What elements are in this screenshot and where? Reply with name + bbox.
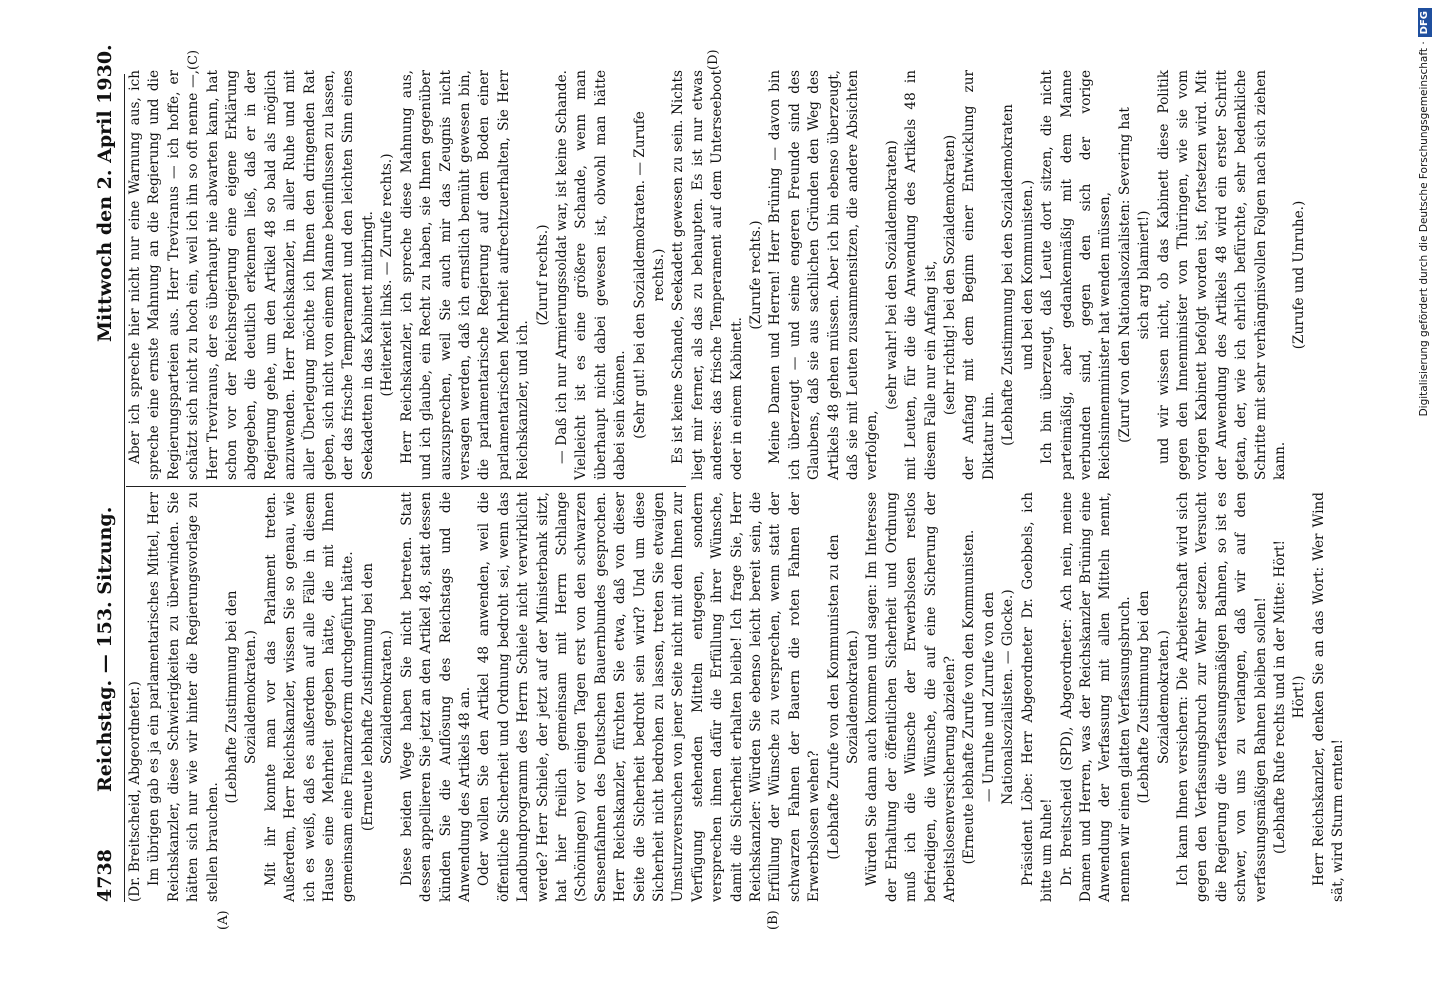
paragraph: Es ist keine Schande, Seekadett gewesen zu sein. Nichts liegt mir ferner, als das zu behaupten. Es ist nur etwas anderes: das frische Temperament auf dem Unterseeboot oder in einem Kabinett.	[670, 70, 745, 480]
margin-marker-d: (D)	[706, 49, 721, 70]
paragraph: (Lebhafte Zustimmung bei den Sozialdemokraten und bei den Kommunisten.)	[1000, 104, 1036, 446]
paragraph: Aber ich spreche hier nicht nur eine Warnung aus, ich spreche eine ernste Mahnung an die Regierung und die Regierungsparteien aus. Herr Treviranus — ich hoffe, er schätzt sich nicht zu hoch ein, weil ich ihn so oft nenne —, Herr Treviranus, der es überhaupt nie abwarten kann, hat schon vor der Reichsregierung eine eigene Erklärung abgegeben, die deutlich erkennen ließ, daß er in der Regierung gehe, um den Artikel 48 so bald als möglich anzuwenden. Herr Reichskanzler, in aller Ruhe und mit aller Überlegung möchte ich Ihnen den dringenden Rat geben, sich nicht von einem Manne beeinflussen zu lassen, der das frische Temperament und den leichten Sinn eines Seekadetten in das Kabinett mitbringt.	[127, 70, 376, 480]
paragraph: (Lebhafte Zustimmung bei den Sozialdemokraten.)	[224, 590, 260, 804]
paragraph: (Zuruf von den Nationalsozialisten: Severing hat sich arg blamiert!)	[1116, 107, 1153, 443]
paragraph: und wir wissen nicht, ob das Kabinett diese Politik gegen den Innenminister von Thüringen, wie sie vom vorigen Kabinett befolgt worden ist, fortsetzen wird. Mit der Anwendung des Artikels 48 wird ein erster Schritt getan, der, wie ich ehrlich befürchte, sehr bedenkliche Schritte mit sehr verhängnisvollen Folgen nach sich ziehen kann.	[1155, 70, 1288, 480]
paragraph: Mit ihr konnte man vor das Parlament treten. Außerdem, Herr Reichskanzler, wissen Sie so genau, wie ich es weiß, daß es außerdem auf alle Fälle in diesem Hause eine Mehrheit gegeben hätte, die mit Ihnen gemeinsam eine Finanzreform durchgeführt hätte.	[262, 492, 357, 902]
dfg-logo: DFG	[1418, 8, 1432, 37]
margin-marker-b: (B)	[766, 910, 781, 930]
margin-marker-c: (C)	[186, 49, 201, 70]
paragraph: (Lebhafte Rufe rechts und in der Mitte: Hört! Hört!)	[1271, 540, 1308, 854]
paragraph: Meine Damen und Herren! Herr Brüning — davon bin ich überzeugt — und seine engeren Freunde sind des Glaubens, daß sie aus sachlichen Gründen den Weg des Artikels 48 gehen müssen. Aber ich bin ebenso überzeugt, daß sie mit Leuten zusammensitzen, die andere Absichten verfolgen,	[767, 70, 881, 480]
paragraph: (Lebhafte Zustimmung bei den Sozialdemokraten.)	[1136, 590, 1172, 804]
paragraph: (Zurufe rechts.)	[748, 220, 764, 330]
paragraph: (Dr. Breitscheid, Abgeordneter.)	[127, 681, 143, 902]
left-column	[126, 492, 1347, 902]
page-number: 4738	[94, 849, 116, 902]
paragraph: Ich kann Ihnen versichern: Die Arbeiterschaft wird sich gegen den Verfassungsbruch zur Wehr setzen. Versucht die Regierung die verfassungsmäßigen Bahnen, so ist es schwer, von uns zu verlangen, daß wir auf den verfassungsmäßigen Bahnen bleiben sollen!	[1174, 492, 1269, 902]
credit-text: Digitalisierung gefördert durch die Deutsche Forschungsgemeinschaft ·	[1418, 41, 1430, 417]
header-title: Reichstag. — 153. Sitzung.	[94, 506, 116, 792]
paragraph: (Lebhafte Zurufe von den Kommunisten zu den Sozialdemokraten.)	[825, 534, 862, 860]
paragraph: (Zuruf rechts.)	[534, 224, 551, 326]
header-date: Mittwoch den 2. April 1930.	[94, 44, 116, 342]
paragraph: — Daß ich nur Armierungssoldat war, ist keine Schande. Vielleicht ist es eine größere Schande, wenn man überhaupt nicht dabei gewesen ist, obwohl man hätte dabei sein können.	[553, 70, 629, 480]
paragraph: (Erneute lebhafte Zurufe von den Kommunisten. — Unruhe und Zurufe von den Nationalsozialisten. — Glocke.)	[961, 529, 1017, 865]
paragraph: Ich bin überzeugt, daß Leute dort sitzen, die nicht parteimäßig, aber gedankenmäßig mit dem Manne verbunden sind, gegen den sich der vorige Reichsinnenminister hat wenden müssen,	[1039, 70, 1114, 480]
header-rule	[124, 74, 125, 902]
page-header	[88, 44, 124, 902]
paragraph: mit Leuten, für die die Anwendung des Artikels 48 in diesem Falle nur ein Anfang ist,	[903, 70, 939, 480]
rotated-page	[86, 0, 1346, 1000]
margin-marker-a: (A)	[216, 910, 231, 930]
paragraph: Herr Reichskanzler, ich spreche diese Mahnung aus, und ich glaube, ein Recht zu haben, sie Ihnen gegenüber auszusprechen, weil Sie auch mir das Zeugnis nicht versagen werden, daß ich ernstlich bemüht gewesen bin, die parlamentarische Regierung auf dem Boden einer parlamentarischen Mehrheit aufrechtzuerhalten, Sie Herr Reichskanzler, und ich.	[398, 70, 532, 480]
paragraph: Dr. Breitscheid (SPD), Abgeordneter: Ach nein, meine Damen und Herren, was der Reichskanzler Brüning eine Anwendung der Verfassung mit allen Mitteln nennt, nennen wir einen glatten Verfassungsbruch.	[1058, 492, 1133, 902]
column-divider	[126, 486, 686, 487]
paragraph: Würden Sie dann auch kommen und sagen: Im Interesse der Erhaltung der öffentlichen Sicherheit und Ordnung muß ich die Wünsche der Erwerbslosen restlos befriedigen, die Wünsche, die auf eine Sicherung der Arbeitslosenversicherung abzielen?	[864, 492, 959, 902]
paragraph: (Zurufe und Unruhe.)	[1291, 200, 1308, 350]
paragraph: (Heiterkeit links. — Zurufe rechts.)	[379, 153, 396, 397]
paragraph: (sehr richtig! bei den Sozialdemokraten)	[942, 134, 959, 416]
digitization-credit	[1414, 8, 1434, 992]
paragraph: Diese beiden Wege haben Sie nicht betreten. Statt dessen appellieren Sie jetzt an den Artikel 48, statt dessen künden Sie die Auflösung des Reichstags und die Anwendung des Artikels 48 an.	[398, 492, 473, 902]
paragraph: Im übrigen gab es ja ein parlamentarisches Mittel, Herr Reichskanzler, diese Schwierigkeiten zu überwinden. Sie hätten sich nur wie wir hinter die Regierungsvorlage zu stellen brauchen.	[146, 492, 221, 902]
paragraph: Präsident Löbe: Herr Abgeordneter Dr. Goebbels, ich bitte um Ruhe!	[1019, 492, 1056, 902]
paragraph: der Anfang mit dem Beginn einer Entwicklung zur Diktatur hin.	[961, 70, 997, 480]
paragraph: Oder wollen Sie den Artikel 48 anwenden, weil die öffentliche Sicherheit und Ordnung bedroht sei, wenn das Landbundprogramm des Herrn Schiele nicht verwirklicht werde? Herr Schiele, der jetzt auf der Ministerbank sitzt, hat hier freilich gemeinsam mit Herrn Schlange (Schöningen) vor einigen Tagen erst von den schwarzen Sensenfahnen des Deutschen Bauernbundes gesprochen. Herr Reichskanzler, fürchten Sie etwa, daß von dieser Seite die Sicherheit bedroht sein wird? Und um diese Sicherheit nicht bedrohen zu lassen, treten Sie etwaigen Umsturzversuchen von jener Seite nicht mit den Ihnen zur Verfügung stehenden Mitteln entgegen, sondern versprechen ihnen dafür die Erfüllung ihrer Wünsche, damit die Sicherheit erhalten bleibe! Ich frage Sie, Herr Reichskanzler: Würden Sie ebenso leicht bereit sein, die Erfüllung der Wünsche zu versprechen, wenn statt der schwarzen Fahnen der Bauern die roten Fahnen der Erwerbslosen wehen?	[476, 492, 823, 902]
paragraph: (Sehr gut! bei den Sozialdemokraten. — Zurufe rechts.)	[631, 111, 667, 439]
paragraph: (sehr wahr! bei den Sozialdemokraten)	[883, 140, 900, 410]
right-column	[126, 70, 1326, 480]
paragraph: (Erneute lebhafte Zustimmung bei den Sozialdemokraten.)	[359, 562, 396, 832]
paragraph: Herr Reichskanzler, denken Sie an das Wort: Wer Wind sät, wird Sturm ernten!	[1310, 492, 1347, 902]
